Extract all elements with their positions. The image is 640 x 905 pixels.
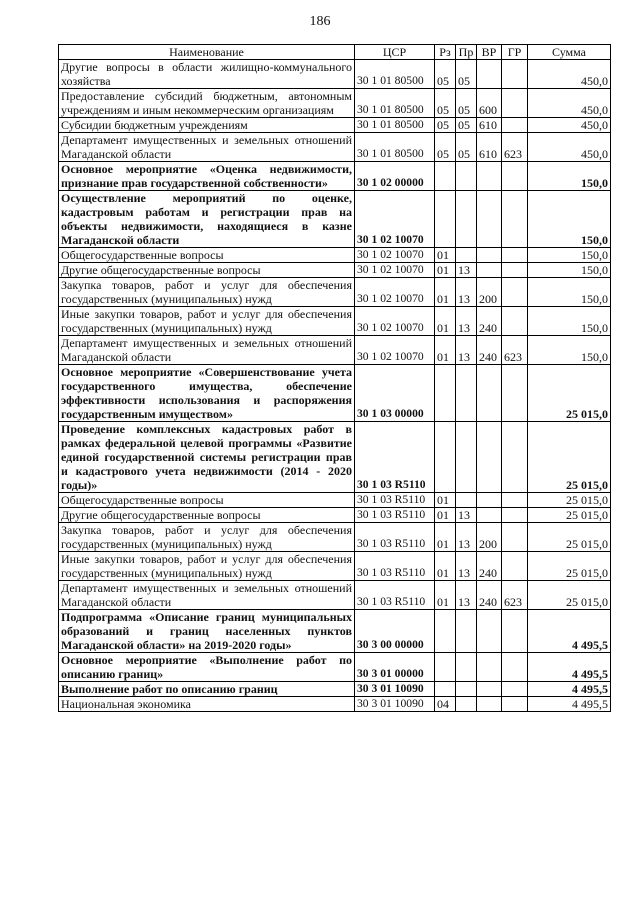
cell-gr (502, 493, 528, 508)
cell-name: Выполнение работ по описанию границ (59, 682, 355, 697)
cell-csr: 30 1 03 R5110 (355, 493, 435, 508)
cell-pr: 13 (456, 336, 477, 365)
cell-vr (477, 697, 502, 712)
table-body (59, 60, 611, 712)
cell-pr (456, 422, 477, 493)
cell-rz: 01 (435, 523, 456, 552)
cell-csr: 30 1 02 10070 (355, 248, 435, 263)
cell-rz: 05 (435, 118, 456, 133)
cell-rz (435, 191, 456, 248)
cell-rz: 01 (435, 248, 456, 263)
cell-vr (477, 60, 502, 89)
cell-gr (502, 89, 528, 118)
cell-sum: 4 495,5 (528, 682, 611, 697)
cell-gr (502, 653, 528, 682)
cell-csr: 30 1 01 80500 (355, 118, 435, 133)
cell-sum: 4 495,5 (528, 653, 611, 682)
cell-sum: 150,0 (528, 307, 611, 336)
cell-rz: 01 (435, 307, 456, 336)
cell-sum: 450,0 (528, 60, 611, 89)
table-row (59, 422, 611, 493)
table-row (59, 191, 611, 248)
cell-csr: 30 1 03 R5110 (355, 523, 435, 552)
cell-gr (502, 697, 528, 712)
cell-gr (502, 162, 528, 191)
cell-csr: 30 1 01 80500 (355, 60, 435, 89)
cell-pr (456, 248, 477, 263)
cell-name: Департамент имущественных и земельных отношений Магаданской области (59, 581, 355, 610)
cell-name: Субсидии бюджетным учреждениям (59, 118, 355, 133)
header-name: Наименование (59, 45, 355, 60)
cell-gr (502, 191, 528, 248)
cell-sum: 450,0 (528, 118, 611, 133)
cell-vr: 240 (477, 581, 502, 610)
cell-name: Общегосударственные вопросы (59, 248, 355, 263)
cell-pr: 13 (456, 263, 477, 278)
cell-pr: 13 (456, 508, 477, 523)
cell-vr (477, 610, 502, 653)
table-row (59, 278, 611, 307)
cell-gr (502, 263, 528, 278)
cell-rz: 01 (435, 263, 456, 278)
cell-gr (502, 118, 528, 133)
table-row (59, 493, 611, 508)
cell-rz: 01 (435, 278, 456, 307)
cell-csr: 30 3 00 00000 (355, 610, 435, 653)
cell-sum: 4 495,5 (528, 697, 611, 712)
table-row (59, 697, 611, 712)
table-row (59, 653, 611, 682)
cell-sum: 25 015,0 (528, 552, 611, 581)
cell-name: Осуществление мероприятий по оценке, кадастровым работам и регистрации прав на объекты недвижимости, находящиеся в казне Магаданской области (59, 191, 355, 248)
cell-rz (435, 682, 456, 697)
cell-vr (477, 162, 502, 191)
cell-csr: 30 3 01 00000 (355, 653, 435, 682)
cell-gr (502, 508, 528, 523)
cell-pr: 13 (456, 552, 477, 581)
header-csr: ЦСР (355, 45, 435, 60)
cell-gr (502, 365, 528, 422)
cell-sum: 150,0 (528, 191, 611, 248)
cell-gr: 623 (502, 336, 528, 365)
cell-name: Другие общегосударственные вопросы (59, 263, 355, 278)
cell-name: Другие вопросы в области жилищно-коммунального хозяйства (59, 60, 355, 89)
cell-vr: 610 (477, 133, 502, 162)
cell-csr: 30 1 03 R5110 (355, 508, 435, 523)
cell-name: Другие общегосударственные вопросы (59, 508, 355, 523)
cell-csr: 30 1 02 10070 (355, 336, 435, 365)
cell-gr (502, 610, 528, 653)
cell-vr: 240 (477, 307, 502, 336)
cell-rz (435, 162, 456, 191)
cell-pr: 05 (456, 89, 477, 118)
header-gr: ГР (502, 45, 528, 60)
cell-pr (456, 697, 477, 712)
cell-rz (435, 365, 456, 422)
cell-vr: 200 (477, 523, 502, 552)
cell-name: Иные закупки товаров, работ и услуг для обеспечения государственных (муниципальных) нужд (59, 552, 355, 581)
cell-sum: 25 015,0 (528, 508, 611, 523)
header-vr: ВР (477, 45, 502, 60)
cell-csr: 30 1 03 00000 (355, 365, 435, 422)
cell-vr (477, 263, 502, 278)
cell-rz: 01 (435, 493, 456, 508)
cell-vr (477, 508, 502, 523)
cell-pr (456, 610, 477, 653)
header-rz: Рз (435, 45, 456, 60)
cell-gr (502, 278, 528, 307)
cell-pr (456, 493, 477, 508)
cell-sum: 25 015,0 (528, 523, 611, 552)
table-row (59, 89, 611, 118)
cell-vr (477, 422, 502, 493)
cell-vr: 600 (477, 89, 502, 118)
cell-csr: 30 1 02 10070 (355, 191, 435, 248)
cell-sum: 150,0 (528, 248, 611, 263)
cell-rz: 05 (435, 89, 456, 118)
header-row (59, 45, 611, 60)
cell-pr (456, 191, 477, 248)
cell-csr: 30 1 01 80500 (355, 89, 435, 118)
cell-vr: 610 (477, 118, 502, 133)
table-row (59, 508, 611, 523)
budget-table (58, 44, 611, 712)
table-row (59, 365, 611, 422)
cell-gr: 623 (502, 581, 528, 610)
cell-gr (502, 552, 528, 581)
table-row (59, 263, 611, 278)
cell-pr (456, 365, 477, 422)
cell-name: Проведение комплексных кадастровых работ в рамках федеральной целевой программы «Развитие единой государственной системы регистрации прав и кадастрового учета недвижимости (2014 - 2020 годы)» (59, 422, 355, 493)
cell-sum: 150,0 (528, 263, 611, 278)
cell-name: Основное мероприятие «Оценка недвижимости, признание прав государственной собственности» (59, 162, 355, 191)
table-row (59, 118, 611, 133)
cell-rz: 01 (435, 508, 456, 523)
cell-name: Национальная экономика (59, 697, 355, 712)
cell-pr (456, 162, 477, 191)
header-pr: Пр (456, 45, 477, 60)
cell-sum: 25 015,0 (528, 581, 611, 610)
cell-csr: 30 1 02 10070 (355, 278, 435, 307)
table-row (59, 523, 611, 552)
cell-sum: 450,0 (528, 89, 611, 118)
cell-name: Основное мероприятие «Выполнение работ по описанию границ» (59, 653, 355, 682)
cell-rz: 01 (435, 552, 456, 581)
cell-name: Департамент имущественных и земельных отношений Магаданской области (59, 336, 355, 365)
table-row (59, 552, 611, 581)
cell-sum: 4 495,5 (528, 610, 611, 653)
cell-name: Основное мероприятие «Совершенствование учета государственного имущества, обеспечение эффективности использования и распоряжения государственным имуществом» (59, 365, 355, 422)
cell-vr (477, 248, 502, 263)
cell-csr: 30 1 02 10070 (355, 263, 435, 278)
page-number: 186 (309, 14, 331, 29)
cell-pr: 13 (456, 523, 477, 552)
cell-sum: 150,0 (528, 336, 611, 365)
cell-pr: 13 (456, 278, 477, 307)
cell-rz (435, 610, 456, 653)
cell-pr: 05 (456, 60, 477, 89)
table-row (59, 60, 611, 89)
cell-vr (477, 493, 502, 508)
cell-name: Предоставление субсидий бюджетным, автономным учреждениям и иным некоммерческим организациям (59, 89, 355, 118)
table-row (59, 307, 611, 336)
cell-gr (502, 523, 528, 552)
table-row (59, 162, 611, 191)
cell-name: Общегосударственные вопросы (59, 493, 355, 508)
cell-vr (477, 191, 502, 248)
cell-rz: 04 (435, 697, 456, 712)
cell-rz (435, 422, 456, 493)
cell-csr: 30 1 02 10070 (355, 307, 435, 336)
cell-csr: 30 3 01 10090 (355, 697, 435, 712)
cell-pr (456, 682, 477, 697)
cell-name: Подпрограмма «Описание границ муниципальных образований и границ населенных пунктов Магаданской области» на 2019-2020 годы» (59, 610, 355, 653)
cell-csr: 30 1 02 00000 (355, 162, 435, 191)
cell-rz (435, 653, 456, 682)
table-row (59, 336, 611, 365)
cell-sum: 25 015,0 (528, 365, 611, 422)
cell-vr (477, 653, 502, 682)
table-row (59, 610, 611, 653)
cell-name: Закупка товаров, работ и услуг для обеспечения государственных (муниципальных) нужд (59, 523, 355, 552)
cell-sum: 150,0 (528, 278, 611, 307)
cell-pr: 13 (456, 581, 477, 610)
table-row (59, 248, 611, 263)
cell-pr: 05 (456, 118, 477, 133)
cell-csr: 30 1 01 80500 (355, 133, 435, 162)
cell-csr: 30 1 03 R5110 (355, 422, 435, 493)
table-row (59, 682, 611, 697)
table-row (59, 581, 611, 610)
cell-rz: 05 (435, 60, 456, 89)
cell-sum: 25 015,0 (528, 422, 611, 493)
cell-pr (456, 653, 477, 682)
cell-sum: 450,0 (528, 133, 611, 162)
cell-vr (477, 365, 502, 422)
cell-name: Иные закупки товаров, работ и услуг для обеспечения государственных (муниципальных) нужд (59, 307, 355, 336)
cell-sum: 150,0 (528, 162, 611, 191)
cell-rz: 05 (435, 133, 456, 162)
cell-gr (502, 60, 528, 89)
cell-vr: 200 (477, 278, 502, 307)
cell-vr (477, 682, 502, 697)
cell-gr (502, 422, 528, 493)
cell-vr: 240 (477, 336, 502, 365)
cell-csr: 30 1 03 R5110 (355, 581, 435, 610)
cell-gr (502, 248, 528, 263)
cell-pr: 13 (456, 307, 477, 336)
cell-gr (502, 682, 528, 697)
header-sum: Сумма (528, 45, 611, 60)
cell-gr (502, 307, 528, 336)
cell-sum: 25 015,0 (528, 493, 611, 508)
cell-rz: 01 (435, 581, 456, 610)
cell-gr: 623 (502, 133, 528, 162)
cell-rz: 01 (435, 336, 456, 365)
table-row (59, 133, 611, 162)
cell-vr: 240 (477, 552, 502, 581)
cell-pr: 05 (456, 133, 477, 162)
cell-csr: 30 3 01 10090 (355, 682, 435, 697)
cell-name: Департамент имущественных и земельных отношений Магаданской области (59, 133, 355, 162)
cell-name: Закупка товаров, работ и услуг для обеспечения государственных (муниципальных) нужд (59, 278, 355, 307)
cell-csr: 30 1 03 R5110 (355, 552, 435, 581)
